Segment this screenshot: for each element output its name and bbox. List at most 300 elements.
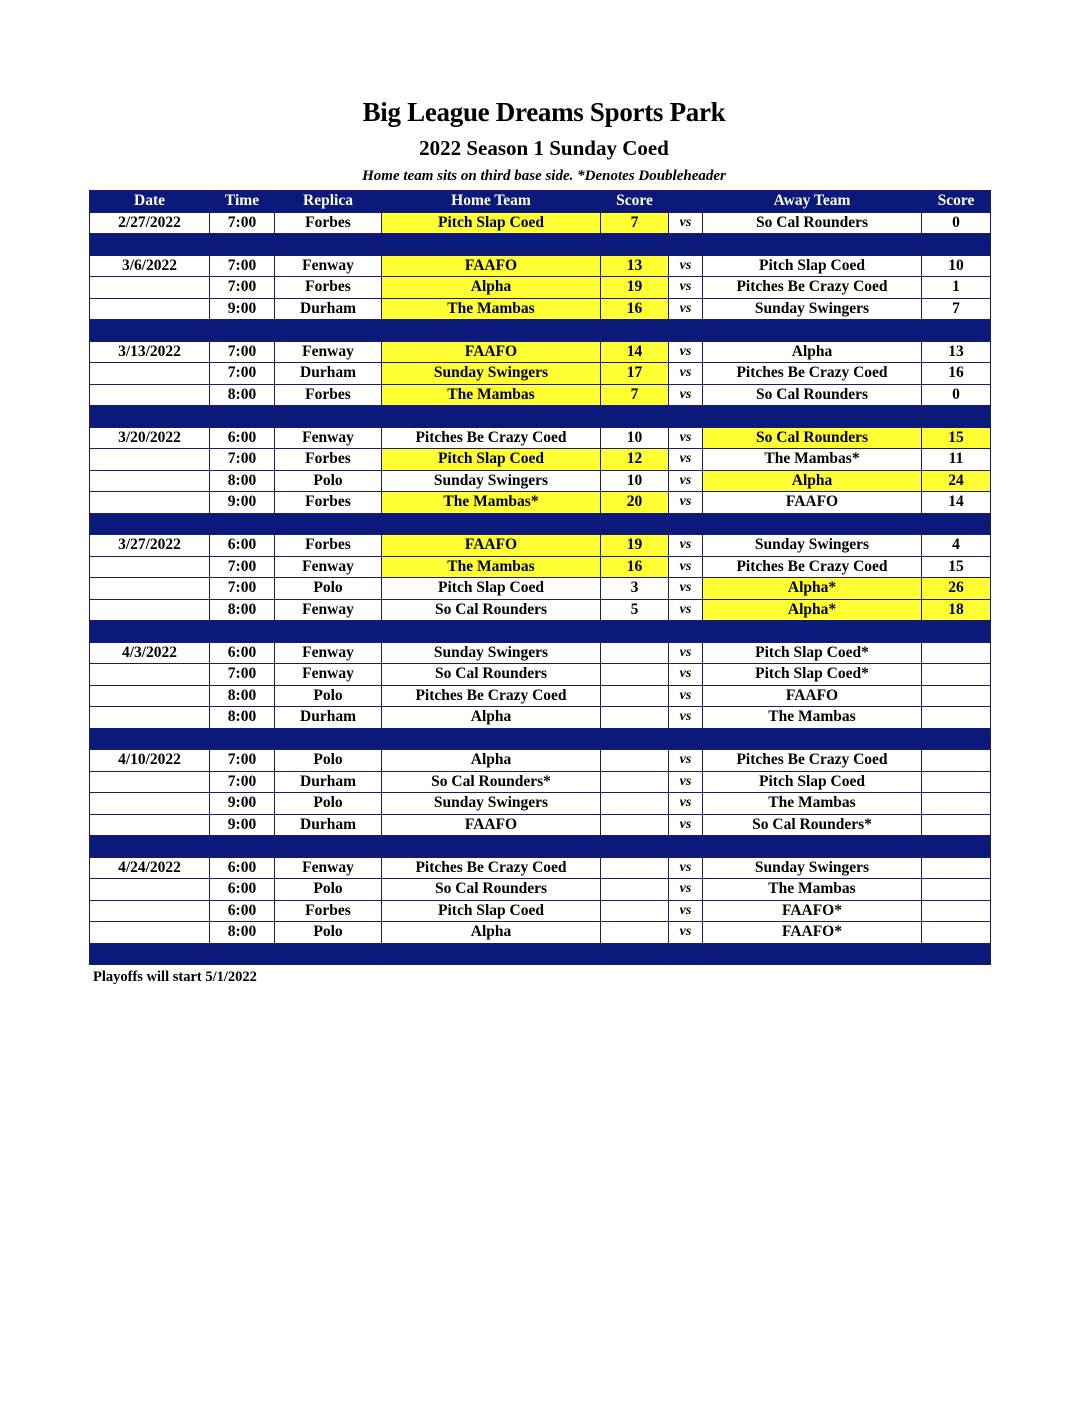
- field-cell: Durham: [275, 707, 382, 729]
- vs-cell: vs: [669, 771, 703, 793]
- away-score-cell: 7: [922, 298, 991, 320]
- vs-cell: vs: [669, 449, 703, 471]
- separator-cell: [275, 406, 382, 428]
- week-separator-row: [90, 728, 991, 750]
- home-team-cell: Pitches Be Crazy Coed: [382, 685, 601, 707]
- home-team-cell: So Cal Rounders*: [382, 771, 601, 793]
- home-score-cell: 12: [601, 449, 669, 471]
- vs-cell: vs: [669, 470, 703, 492]
- separator-cell: [275, 621, 382, 643]
- away-score-cell: [922, 857, 991, 879]
- time-cell: 6:00: [210, 642, 275, 664]
- home-team-cell: Sunday Swingers: [382, 793, 601, 815]
- vs-cell: vs: [669, 298, 703, 320]
- away-score-cell: [922, 707, 991, 729]
- table-row: [90, 642, 991, 664]
- separator-cell: [382, 621, 601, 643]
- time-cell: 8:00: [210, 470, 275, 492]
- separator-cell: [669, 728, 703, 750]
- home-team-cell: The Mambas: [382, 556, 601, 578]
- time-cell: 8:00: [210, 384, 275, 406]
- home-score-cell: [601, 857, 669, 879]
- week-separator-row: [90, 234, 991, 256]
- separator-cell: [922, 513, 991, 535]
- vs-cell: vs: [669, 535, 703, 557]
- vs-cell: vs: [669, 793, 703, 815]
- time-cell: 7:00: [210, 578, 275, 600]
- time-cell: 9:00: [210, 298, 275, 320]
- vs-cell: vs: [669, 879, 703, 901]
- vs-cell: vs: [669, 277, 703, 299]
- home-team-cell: Pitch Slap Coed: [382, 449, 601, 471]
- separator-cell: [669, 320, 703, 342]
- separator-cell: [922, 234, 991, 256]
- away-score-cell: [922, 750, 991, 772]
- away-team-cell: Alpha: [703, 470, 922, 492]
- field-cell: Fenway: [275, 857, 382, 879]
- away-score-cell: 24: [922, 470, 991, 492]
- separator-cell: [382, 943, 601, 965]
- week-separator-row: [90, 513, 991, 535]
- separator-cell: [275, 943, 382, 965]
- separator-cell: [669, 943, 703, 965]
- vs-cell: vs: [669, 578, 703, 600]
- away-score-cell: [922, 685, 991, 707]
- home-team-cell: Sunday Swingers: [382, 642, 601, 664]
- date-cell: 2/27/2022: [90, 212, 210, 234]
- away-team-cell: Pitch Slap Coed*: [703, 642, 922, 664]
- time-cell: 6:00: [210, 857, 275, 879]
- date-cell: 3/6/2022: [90, 255, 210, 277]
- separator-cell: [90, 836, 210, 858]
- away-team-cell: So Cal Rounders: [703, 384, 922, 406]
- away-score-cell: 0: [922, 384, 991, 406]
- field-cell: Fenway: [275, 427, 382, 449]
- separator-cell: [601, 234, 669, 256]
- field-cell: Forbes: [275, 535, 382, 557]
- home-score-cell: 19: [601, 535, 669, 557]
- vs-cell: vs: [669, 857, 703, 879]
- separator-cell: [601, 836, 669, 858]
- separator-cell: [275, 320, 382, 342]
- separator-cell: [90, 621, 210, 643]
- field-cell: Polo: [275, 685, 382, 707]
- week-separator-row: [90, 943, 991, 965]
- time-cell: 7:00: [210, 750, 275, 772]
- separator-cell: [703, 621, 922, 643]
- time-cell: 6:00: [210, 427, 275, 449]
- time-cell: 8:00: [210, 707, 275, 729]
- away-team-cell: FAAFO*: [703, 922, 922, 944]
- table-row: [90, 492, 991, 514]
- time-cell: 9:00: [210, 814, 275, 836]
- schedule-note: Home team sits on third base side. *Denotes Doubleheader: [362, 168, 726, 184]
- home-score-cell: 17: [601, 363, 669, 385]
- separator-cell: [669, 234, 703, 256]
- separator-cell: [90, 728, 210, 750]
- field-cell: Polo: [275, 578, 382, 600]
- time-cell: 7:00: [210, 255, 275, 277]
- away-score-cell: [922, 900, 991, 922]
- home-score-cell: 5: [601, 599, 669, 621]
- time-cell: 6:00: [210, 900, 275, 922]
- table-row: [90, 556, 991, 578]
- table-row: [90, 664, 991, 686]
- field-cell: Forbes: [275, 277, 382, 299]
- separator-cell: [703, 234, 922, 256]
- table-row: [90, 879, 991, 901]
- header-home-team: Home Team: [382, 191, 601, 213]
- field-cell: Forbes: [275, 492, 382, 514]
- separator-cell: [210, 621, 275, 643]
- week-separator-row: [90, 320, 991, 342]
- away-team-cell: Sunday Swingers: [703, 298, 922, 320]
- away-team-cell: Alpha: [703, 341, 922, 363]
- date-cell: [90, 771, 210, 793]
- away-team-cell: The Mambas*: [703, 449, 922, 471]
- away-score-cell: [922, 922, 991, 944]
- date-cell: [90, 363, 210, 385]
- field-cell: Polo: [275, 470, 382, 492]
- separator-cell: [275, 234, 382, 256]
- home-team-cell: FAAFO: [382, 255, 601, 277]
- date-cell: [90, 556, 210, 578]
- home-score-cell: [601, 707, 669, 729]
- separator-cell: [703, 513, 922, 535]
- separator-cell: [275, 513, 382, 535]
- home-score-cell: [601, 879, 669, 901]
- table-row: [90, 255, 991, 277]
- header-replica: Replica: [275, 191, 382, 213]
- date-cell: 3/27/2022: [90, 535, 210, 557]
- time-cell: 7:00: [210, 771, 275, 793]
- away-score-cell: 15: [922, 556, 991, 578]
- home-team-cell: Alpha: [382, 277, 601, 299]
- table-row: [90, 750, 991, 772]
- away-team-cell: FAAFO: [703, 685, 922, 707]
- away-team-cell: Pitch Slap Coed*: [703, 664, 922, 686]
- home-score-cell: 10: [601, 470, 669, 492]
- away-team-cell: The Mambas: [703, 879, 922, 901]
- date-cell: [90, 922, 210, 944]
- date-cell: 4/10/2022: [90, 750, 210, 772]
- table-row: [90, 449, 991, 471]
- away-score-cell: 0: [922, 212, 991, 234]
- separator-cell: [601, 621, 669, 643]
- table-row: [90, 212, 991, 234]
- away-team-cell: Alpha*: [703, 578, 922, 600]
- away-score-cell: [922, 642, 991, 664]
- home-team-cell: Sunday Swingers: [382, 363, 601, 385]
- header-time: Time: [210, 191, 275, 213]
- home-score-cell: [601, 922, 669, 944]
- table-row: [90, 900, 991, 922]
- home-score-cell: [601, 814, 669, 836]
- away-score-cell: 1: [922, 277, 991, 299]
- date-cell: [90, 664, 210, 686]
- separator-cell: [275, 836, 382, 858]
- time-cell: 7:00: [210, 212, 275, 234]
- table-row: [90, 384, 991, 406]
- date-cell: [90, 449, 210, 471]
- away-team-cell: Pitches Be Crazy Coed: [703, 750, 922, 772]
- table-row: [90, 363, 991, 385]
- date-cell: [90, 277, 210, 299]
- separator-cell: [922, 406, 991, 428]
- away-score-cell: [922, 664, 991, 686]
- table-row: [90, 341, 991, 363]
- time-cell: 6:00: [210, 535, 275, 557]
- field-cell: Durham: [275, 771, 382, 793]
- separator-cell: [601, 513, 669, 535]
- vs-cell: vs: [669, 556, 703, 578]
- date-cell: [90, 599, 210, 621]
- home-score-cell: 7: [601, 384, 669, 406]
- schedule-body: [90, 212, 991, 965]
- time-cell: 7:00: [210, 664, 275, 686]
- separator-cell: [669, 621, 703, 643]
- home-team-cell: Pitch Slap Coed: [382, 578, 601, 600]
- separator-cell: [601, 943, 669, 965]
- separator-cell: [382, 836, 601, 858]
- home-score-cell: 16: [601, 556, 669, 578]
- home-team-cell: So Cal Rounders: [382, 879, 601, 901]
- away-score-cell: 16: [922, 363, 991, 385]
- time-cell: 7:00: [210, 449, 275, 471]
- field-cell: Forbes: [275, 384, 382, 406]
- away-team-cell: The Mambas: [703, 793, 922, 815]
- date-cell: [90, 685, 210, 707]
- vs-cell: vs: [669, 384, 703, 406]
- home-team-cell: The Mambas: [382, 298, 601, 320]
- separator-cell: [382, 320, 601, 342]
- table-row: [90, 470, 991, 492]
- table-row: [90, 707, 991, 729]
- vs-cell: vs: [669, 427, 703, 449]
- time-cell: 7:00: [210, 277, 275, 299]
- home-score-cell: 3: [601, 578, 669, 600]
- separator-cell: [275, 728, 382, 750]
- table-row: [90, 427, 991, 449]
- home-team-cell: FAAFO: [382, 535, 601, 557]
- away-score-cell: 4: [922, 535, 991, 557]
- time-cell: 8:00: [210, 599, 275, 621]
- home-team-cell: Pitches Be Crazy Coed: [382, 427, 601, 449]
- separator-cell: [90, 320, 210, 342]
- date-cell: [90, 707, 210, 729]
- away-team-cell: Sunday Swingers: [703, 857, 922, 879]
- away-team-cell: FAAFO*: [703, 900, 922, 922]
- home-team-cell: Pitch Slap Coed: [382, 900, 601, 922]
- away-team-cell: The Mambas: [703, 707, 922, 729]
- away-team-cell: So Cal Rounders: [703, 427, 922, 449]
- vs-cell: vs: [669, 750, 703, 772]
- week-separator-row: [90, 836, 991, 858]
- date-cell: 3/20/2022: [90, 427, 210, 449]
- separator-cell: [601, 320, 669, 342]
- away-score-cell: [922, 771, 991, 793]
- time-cell: 7:00: [210, 341, 275, 363]
- page-title: Big League Dreams Sports Park: [362, 97, 726, 127]
- home-score-cell: 10: [601, 427, 669, 449]
- field-cell: Fenway: [275, 255, 382, 277]
- home-team-cell: Alpha: [382, 750, 601, 772]
- separator-cell: [703, 728, 922, 750]
- vs-cell: vs: [669, 599, 703, 621]
- date-cell: [90, 879, 210, 901]
- date-cell: [90, 298, 210, 320]
- home-score-cell: 16: [601, 298, 669, 320]
- header-date: Date: [90, 191, 210, 213]
- home-score-cell: [601, 685, 669, 707]
- time-cell: 9:00: [210, 793, 275, 815]
- vs-cell: vs: [669, 900, 703, 922]
- home-team-cell: So Cal Rounders: [382, 599, 601, 621]
- field-cell: Polo: [275, 922, 382, 944]
- separator-cell: [601, 728, 669, 750]
- home-score-cell: 19: [601, 277, 669, 299]
- home-score-cell: 7: [601, 212, 669, 234]
- away-score-cell: 26: [922, 578, 991, 600]
- field-cell: Fenway: [275, 599, 382, 621]
- home-team-cell: The Mambas: [382, 384, 601, 406]
- home-score-cell: [601, 793, 669, 815]
- vs-cell: vs: [669, 685, 703, 707]
- table-row: [90, 922, 991, 944]
- separator-cell: [210, 943, 275, 965]
- home-score-cell: [601, 664, 669, 686]
- away-score-cell: 10: [922, 255, 991, 277]
- separator-cell: [703, 836, 922, 858]
- home-team-cell: So Cal Rounders: [382, 664, 601, 686]
- home-team-cell: The Mambas*: [382, 492, 601, 514]
- field-cell: Forbes: [275, 449, 382, 471]
- away-team-cell: Pitch Slap Coed: [703, 255, 922, 277]
- table-row: [90, 793, 991, 815]
- away-team-cell: Alpha*: [703, 599, 922, 621]
- separator-cell: [210, 728, 275, 750]
- separator-cell: [922, 621, 991, 643]
- separator-cell: [90, 406, 210, 428]
- date-cell: 4/24/2022: [90, 857, 210, 879]
- separator-cell: [90, 513, 210, 535]
- away-score-cell: [922, 879, 991, 901]
- away-score-cell: [922, 814, 991, 836]
- date-cell: 4/3/2022: [90, 642, 210, 664]
- away-team-cell: Pitches Be Crazy Coed: [703, 556, 922, 578]
- time-cell: 8:00: [210, 685, 275, 707]
- away-team-cell: Sunday Swingers: [703, 535, 922, 557]
- field-cell: Durham: [275, 363, 382, 385]
- vs-cell: vs: [669, 255, 703, 277]
- home-score-cell: [601, 771, 669, 793]
- separator-cell: [922, 320, 991, 342]
- separator-cell: [382, 728, 601, 750]
- field-cell: Forbes: [275, 900, 382, 922]
- field-cell: Durham: [275, 298, 382, 320]
- field-cell: Durham: [275, 814, 382, 836]
- separator-cell: [210, 406, 275, 428]
- vs-cell: vs: [669, 922, 703, 944]
- separator-cell: [669, 513, 703, 535]
- vs-cell: vs: [669, 212, 703, 234]
- home-score-cell: 20: [601, 492, 669, 514]
- separator-cell: [210, 513, 275, 535]
- separator-cell: [382, 234, 601, 256]
- playoffs-note: Playoffs will start 5/1/2022: [93, 969, 257, 985]
- date-cell: [90, 793, 210, 815]
- field-cell: Fenway: [275, 556, 382, 578]
- separator-cell: [922, 943, 991, 965]
- date-cell: [90, 384, 210, 406]
- time-cell: 6:00: [210, 879, 275, 901]
- home-team-cell: Alpha: [382, 922, 601, 944]
- home-team-cell: Pitches Be Crazy Coed: [382, 857, 601, 879]
- away-team-cell: Pitches Be Crazy Coed: [703, 277, 922, 299]
- field-cell: Polo: [275, 879, 382, 901]
- away-team-cell: Pitches Be Crazy Coed: [703, 363, 922, 385]
- table-row: [90, 685, 991, 707]
- separator-cell: [382, 513, 601, 535]
- header-home-score: Score: [601, 191, 669, 213]
- date-cell: [90, 814, 210, 836]
- time-cell: 9:00: [210, 492, 275, 514]
- away-score-cell: 18: [922, 599, 991, 621]
- field-cell: Forbes: [275, 212, 382, 234]
- separator-cell: [703, 320, 922, 342]
- away-score-cell: 15: [922, 427, 991, 449]
- vs-cell: vs: [669, 363, 703, 385]
- field-cell: Fenway: [275, 642, 382, 664]
- separator-cell: [669, 406, 703, 428]
- separator-cell: [382, 406, 601, 428]
- header-away-team: Away Team: [703, 191, 922, 213]
- home-score-cell: 14: [601, 341, 669, 363]
- away-score-cell: 13: [922, 341, 991, 363]
- away-score-cell: [922, 793, 991, 815]
- table-row: [90, 857, 991, 879]
- week-separator-row: [90, 621, 991, 643]
- field-cell: Polo: [275, 793, 382, 815]
- time-cell: 7:00: [210, 556, 275, 578]
- table-row: [90, 535, 991, 557]
- away-team-cell: Pitch Slap Coed: [703, 771, 922, 793]
- home-score-cell: [601, 750, 669, 772]
- away-score-cell: 11: [922, 449, 991, 471]
- header-away-score: Score: [922, 191, 991, 213]
- home-team-cell: FAAFO: [382, 814, 601, 836]
- field-cell: Fenway: [275, 341, 382, 363]
- date-cell: [90, 492, 210, 514]
- table-row: [90, 599, 991, 621]
- home-team-cell: Sunday Swingers: [382, 470, 601, 492]
- table-header-row: [90, 191, 991, 213]
- vs-cell: vs: [669, 707, 703, 729]
- vs-cell: vs: [669, 642, 703, 664]
- table-row: [90, 298, 991, 320]
- vs-cell: vs: [669, 814, 703, 836]
- home-score-cell: [601, 642, 669, 664]
- field-cell: Polo: [275, 750, 382, 772]
- home-team-cell: Alpha: [382, 707, 601, 729]
- header-vs: [669, 191, 703, 213]
- separator-cell: [669, 836, 703, 858]
- field-cell: Fenway: [275, 664, 382, 686]
- vs-cell: vs: [669, 664, 703, 686]
- date-cell: [90, 578, 210, 600]
- table-row: [90, 578, 991, 600]
- separator-cell: [210, 234, 275, 256]
